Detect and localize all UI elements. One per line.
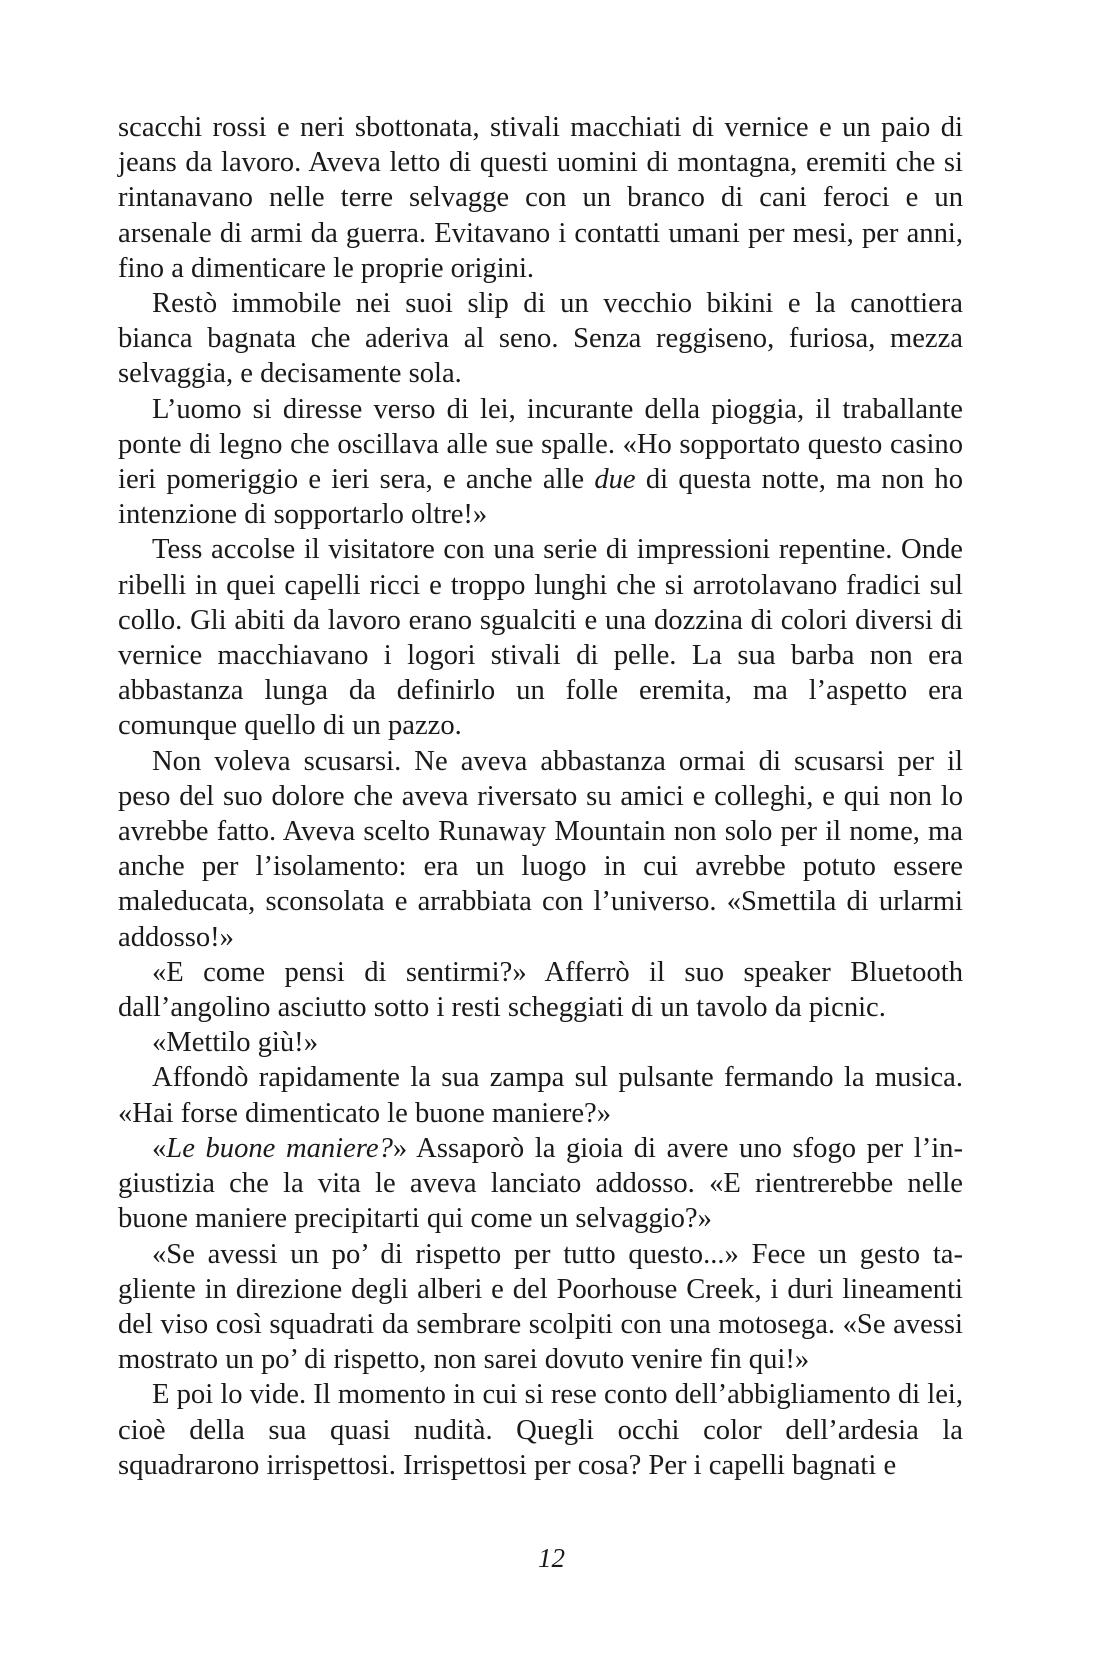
text-segment: «E come pensi di sentirmi?» Afferrò il suo speaker Bluetooth dall’angolino asciutto sotto i resti scheggiati di un tavolo da picnic. (118, 956, 963, 1024)
paragraph (118, 1377, 963, 1483)
paragraph (118, 392, 963, 533)
text-segment: di questa notte, ma non ho intenzione di sopportarlo oltre!» (118, 464, 963, 531)
text-segment: Non voleva scusarsi. Ne aveva abbastanza ormai di scusarsi per il peso del suo dolore che aveva riversato su amici e colleghi, e qui non lo avrebbe fatto. Aveva scelto Runaway Mountain non solo per il nome, ma anche per l’isolamento: era un luogo in cui avrebbe potuto essere maleducata, sconsolata e arrabbiata con l’universo. «Smettila di urlarmi addosso!» (118, 745, 963, 953)
italic-text: Le buone maniere? (166, 1132, 393, 1164)
text-segment: » Assaporò la gioia di avere uno sfogo per l’ingiustizia che la vita le aveva lanciato addosso. «E rientrerebbe nelle buone maniere precipitarti qui come un selvaggio?» (118, 1132, 963, 1235)
text-segment: Restò immobile nei suoi slip di un vecchio bikini e la canottiera bianca bagnata che aderiva al seno. Senza reggiseno, furiosa, mezza selvaggia, e decisamente sola. (118, 288, 963, 390)
paragraph (118, 1060, 963, 1130)
paragraph (118, 110, 963, 286)
paragraph (118, 532, 963, 743)
text-segment: «Se avessi un po’ di rispetto per tutto questo...» Fece un gesto tagliente in direzione degli alberi e del Poorhouse Creek, i duri lineamenti del viso così squadrati da sembrare scolpiti con una motosega. «Se avessi mostrato un po’ di rispetto, non sarei dovuto venire fin qui!» (118, 1238, 963, 1376)
paragraph (118, 744, 963, 955)
text-segment: E poi lo vide. Il momento in cui si rese conto dell’abbigliamento di lei, cioè della sua quasi nudità. Quegli occhi color dell’ardesia la squadrarono irrispettosi. Irrispettosi per cosa? Per i capelli bagnati e (118, 1379, 963, 1481)
body-text (118, 110, 963, 1483)
text-segment: «Mettilo giù!» (152, 1027, 318, 1059)
text-segment: Tess accolse il visitatore con una serie di impressioni repentine. Onde ribelli in quei capelli ricci e troppo lunghi che si arrotolavano fradici sul collo. Gli abiti da lavoro erano sgualciti e una dozzina di colori diversi di vernice macchiavano i logori stivali di pelle. La sua barba non era abbastanza lunga da definirlo un folle eremita, ma l’aspetto era comunque quello di un pazzo. (118, 534, 963, 742)
page-number: 12 (538, 1543, 565, 1573)
paragraph (118, 1131, 963, 1237)
paragraph (118, 1237, 963, 1378)
text-segment: L’uomo si diresse verso di lei, incurante della pioggia, il traballante ponte di legno che oscillava alle sue spalle. «Ho sopportato questo casino ieri pomeriggio e ieri sera, e anche alle (118, 393, 963, 496)
text-segment: « (152, 1132, 167, 1164)
paragraph (118, 286, 963, 392)
text-segment: scacchi rossi e neri sbottonata, stivali macchiati di vernice e un paio di jeans da lavoro. Aveva letto di questi uomini di montagna, eremiti che si rintanavano nelle terre selvagge con un branco di cani feroci e un arsenale di armi da guerra. Evitavano i contatti umani per mesi, per anni, fino a dimenticare le proprie origini. (118, 112, 963, 284)
italic-text: due (594, 464, 636, 496)
paragraph (118, 955, 963, 1025)
paragraph (118, 1025, 963, 1060)
text-segment: Affondò rapidamente la sua zampa sul pulsante fermando la musica. «Hai forse dimenticato le buone maniere?» (118, 1062, 963, 1129)
